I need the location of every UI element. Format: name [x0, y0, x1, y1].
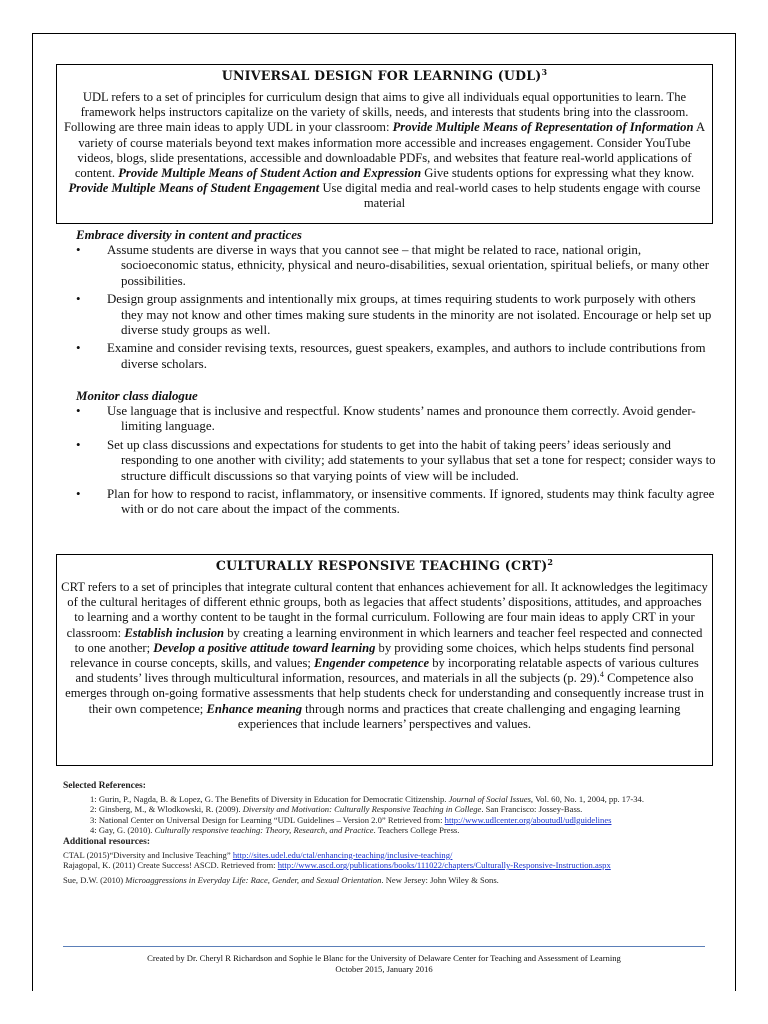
diversity-section	[76, 228, 716, 375]
list-item: • Design group assignments and intentionally mix groups, at times requiring students to work purposely with others they may not know and other times making sure students in the minority are not isolated. Encourage or help set up diverse study groups as well.	[76, 292, 712, 338]
reference-item: 2: Ginsberg, M., & Wlodkowski, R. (2009). Diversity and Motivation: Culturally Responsive Teaching in College. San Francisco: Jossey-Bass.	[90, 804, 583, 815]
list-item: • Set up class discussions and expectations for students to get into the habit of taking peers’ ideas seriously and responding to one another with civility; add statements to your syllabus that set a tone for respect; consider ways to structure difficult discussions so that varying points of view will be included.	[76, 437, 716, 483]
crt-body: CRT refers to a set of principles that integrate cultural content that enhances achievement for all. It acknowledges the legitimacy of the cultural heritages of different ethnic groups, both as legacies that affect students’ dispositions, attitudes, and approaches to learning and a worthy content to be taught in the formal curriculum. Following are four main ideas to apply CRT in your classroom: Establish inclusion by creating a learning environment in which learners and teacher feel respected and connected to one another; Develop a positive attitude toward learning by providing some choices, which helps students find personal relevance in course concepts, skills, and values; Engender competence by incorporating relatable aspects of various cultures and students’ lives through multicultural information, resources, and materials in all the subjects (p. 29).$^4$ Competence also emerges through on-going formative assessments that help students check for understanding and consequently increase trust in their own competence; Enhance meaning through norms and practices that create challenging and engaging learning experiences that include learners’ perspectives and values.	[61, 580, 708, 731]
dialogue-section	[76, 389, 716, 521]
udl-box	[56, 64, 713, 224]
footer-divider	[63, 946, 705, 947]
diversity-title: Embrace diversity in content and practices	[76, 228, 302, 242]
resource-item: CTAL (2015)“Diversity and Inclusive Teaching” http://sites.udel.edu/ctal/enhancing-teaching/inclusive-teaching/	[63, 849, 453, 860]
list-item: • Assume students are diverse in ways that you cannot see – that might be related to race, national origin, socioeconomic status, ethnicity, physical and neuro-disabilities, sexual orientation, spiritual beliefs, or many other possibilities.	[76, 243, 710, 288]
reference-item: 4: Gay, G. (2010). Culturally responsive teaching: Theory, Research, and Practice. Teachers College Press.	[90, 825, 460, 836]
resource-item: Rajagopal, K. (2011) Create Success! ASCD. Retrieved from: http://www.ascd.org/publications/books/111022/chapters/Culturally-Responsive-Instruction.aspx	[63, 860, 611, 871]
references-heading: Selected References:	[63, 781, 146, 791]
dialogue-title: Monitor class dialogue	[76, 389, 198, 403]
ctal-link[interactable]: http://sites.udel.edu/ctal/enhancing-teaching/inclusive-teaching/	[232, 849, 453, 860]
list-item: • Plan for how to respond to racist, inflammatory, or insensitive comments. If ignored, students may think faculty agree with or do not care about the impact of the comments.	[76, 487, 715, 517]
udl-guidelines-link[interactable]: http://www.udlcenter.org/aboutudl/udlguidelines	[444, 814, 612, 825]
crt-title: CULTURALLY RESPONSIVE TEACHING (CRT)$^2$	[215, 556, 554, 573]
list-item: • Examine and consider revising texts, resources, guest speakers, examples, and authors to include contributions from diverse scholars.	[76, 341, 706, 371]
footer-credit: Created by Dr. Cheryl R Richardson and Sophie le Blanc for the University of Delaware Center for Teaching and Assessment of Learning	[147, 953, 621, 963]
references	[63, 781, 723, 885]
footer-date: October 2015, January 2016	[335, 963, 433, 974]
reference-item: 1: Gurin, P., Nagda, B. & Lopez, G. The Benefits of Diversity in Education for Democratic Citizenship. Journal of Social Issues, Vol. 60, No. 1, 2004, pp. 17-34.	[90, 793, 644, 804]
udl-body: UDL refers to a set of principles for curriculum design that aims to give all individuals equal opportunities to learn. The framework helps instructors capitalize on the variety of skills, needs, and interests that students bring into the classroom. Following are three main ideas to apply UDL in your classroom: Provide Multiple Means of Representation of Information A variety of course materials beyond text makes information more accessible and increases engagement. Consider YouTube videos, blogs, slide presentations, accessible and downloadable PDFs, and websites that feature real-world applications of content. Provide Multiple Means of Student Action and Expression Give students options for expressing what they know. Provide Multiple Means of Student Engagement Use digital media and real-world cases to help students engage with course material	[63, 90, 706, 211]
crt-box	[56, 554, 713, 766]
ascd-link[interactable]: http://www.ascd.org/publications/books/111022/chapters/Culturally-Responsive-Instruction.aspx	[277, 860, 611, 871]
additional-heading: Additional resources:	[63, 836, 150, 847]
udl-title: UNIVERSAL DESIGN FOR LEARNING (UDL)$^3$	[221, 66, 548, 83]
footer	[33, 953, 735, 974]
reference-item: 3: National Center on Universal Design for Learning “UDL Guidelines – Version 2.0” Retrieved from: http://www.udlcenter.org/aboutudl/udlguidelines	[90, 814, 612, 825]
resource-item: Sue, D.W. (2010) Microaggressions in Everyday Life: Race, Gender, and Sexual Orientation. New Jersey: John Wiley & Sons.	[63, 874, 499, 885]
list-item: • Use language that is inclusive and respectful. Know students’ names and pronounce them correctly. Avoid gender-limiting language.	[76, 404, 696, 434]
